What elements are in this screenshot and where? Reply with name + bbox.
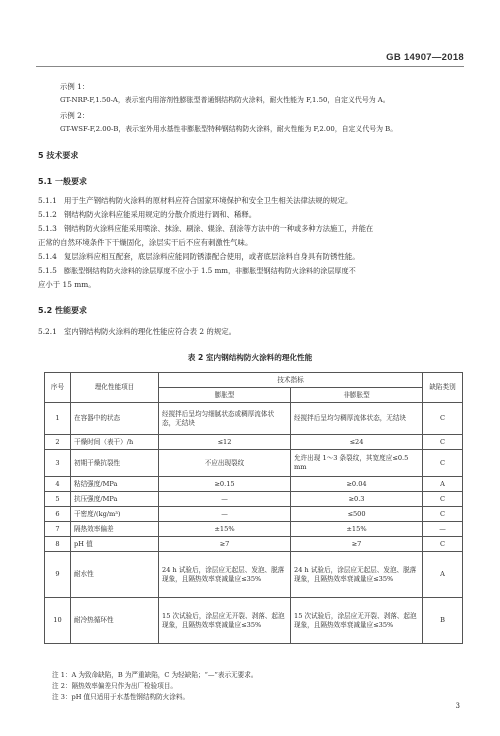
section-5-heading: 5 技术要求	[38, 151, 79, 160]
row-expand: —	[159, 507, 291, 522]
row-expand: 24 h 试验后，涂层应无起层、发泡、脱落现象，且隔热效率衰减量应≤35%	[159, 552, 291, 598]
clause-5-1-3-number: 5.1.3	[38, 224, 57, 233]
row-nonexpand: 经搅拌后呈均匀稠厚流体状态，无结块	[291, 403, 423, 435]
row-defect: C	[423, 435, 463, 450]
header-item: 理化性能项目	[71, 373, 159, 403]
row-expand: ±15%	[159, 522, 291, 537]
table-note-3: 注 3：pH 值只适用于水基性钢结构防火涂料。	[52, 693, 190, 701]
table-row	[45, 507, 463, 522]
row-no: 2	[45, 435, 71, 450]
example-2-label: 示例 2：	[60, 111, 90, 120]
clause-5-1-5-text: 膨胀型钢结构防火涂料的涂层厚度不应小于 1.5 mm，非膨胀型钢结构防火涂料的涂层厚度不	[64, 266, 356, 275]
row-expand: ≥7	[159, 537, 291, 552]
section-5-1-heading: 5.1 一般要求	[38, 177, 87, 186]
row-no: 10	[45, 598, 71, 644]
row-item: 初期干燥抗裂性	[71, 450, 159, 477]
row-defect: C	[423, 537, 463, 552]
table-row	[45, 492, 463, 507]
clause-5-1-1-number: 5.1.1	[38, 196, 57, 205]
table-notes	[52, 670, 257, 703]
row-expand: —	[159, 492, 291, 507]
clause-5-1-4-text: 复层涂料应相互配套，底层涂料应能同防锈漆配合使用，或者底层涂料自身具有防锈性能。	[64, 252, 360, 261]
row-nonexpand: ≥0.3	[291, 492, 423, 507]
row-item: 干密度/(kg/m³)	[71, 507, 159, 522]
row-no: 5	[45, 492, 71, 507]
row-no: 1	[45, 403, 71, 435]
standard-number: GB 14907—2018	[386, 52, 464, 63]
example-2-text: GT-WSF-F,2.00-B，表示室外用水基性非膨胀型特种钢结构防火涂料，耐火性能为 F,2.00，自定义代号为 B。	[60, 125, 398, 133]
row-no: 8	[45, 537, 71, 552]
row-nonexpand: 允许出现 1～3 条裂纹，其宽度应≤0.5 mm	[291, 450, 423, 477]
row-defect: B	[423, 598, 463, 644]
row-defect: C	[423, 450, 463, 477]
row-item: 隔热效率偏差	[71, 522, 159, 537]
table-row	[45, 552, 463, 598]
row-nonexpand: ±15%	[291, 522, 423, 537]
table-row	[45, 598, 463, 644]
table-note-2: 注 2：隔热效率偏差只作为出厂检验项目。	[52, 682, 177, 690]
row-no: 9	[45, 552, 71, 598]
row-expand: 15 次试验后，涂层应无开裂、剥落、起泡现象，且隔热效率衰减量应≤35%	[159, 598, 291, 644]
row-item: 在容器中的状态	[71, 403, 159, 435]
clause-5-1-2-text: 钢结构防火涂料应能采用规定的分散介质进行调和、稀释。	[64, 210, 257, 219]
clause-5-2-1-number: 5.2.1	[38, 327, 57, 336]
row-defect: C	[423, 403, 463, 435]
row-no: 6	[45, 507, 71, 522]
properties-table	[44, 372, 463, 644]
table-note-1: 注 1：A 为致命缺陷，B 为严重缺陷，C 为轻缺陷；“—”表示无要求。	[52, 671, 258, 679]
row-defect: A	[423, 477, 463, 492]
clause-5-1-3-continuation: 正常的自然环境条件下干燥固化，涂层实干后不应有刺激性气味。	[38, 238, 253, 247]
clause-5-1-2-number: 5.1.2	[38, 210, 57, 219]
table-row	[45, 537, 463, 552]
row-expand: ≥0.15	[159, 477, 291, 492]
row-nonexpand: 15 次试验后，涂层应无开裂、剥落、起泡现象，且隔热效率衰减量应≤35%	[291, 598, 423, 644]
row-expand: ≤12	[159, 435, 291, 450]
clause-5-1-5-number: 5.1.5	[38, 266, 57, 275]
row-no: 3	[45, 450, 71, 477]
table-row	[45, 435, 463, 450]
header-tech: 技术指标	[159, 373, 423, 388]
row-defect: —	[423, 522, 463, 537]
table-2-title: 表 2 室内钢结构防火涂料的理化性能	[187, 353, 313, 362]
clause-5-1-4-number: 5.1.4	[38, 252, 57, 261]
row-defect: C	[423, 507, 463, 522]
row-no: 7	[45, 522, 71, 537]
table-row	[45, 477, 463, 492]
table-row	[45, 403, 463, 435]
row-defect: A	[423, 552, 463, 598]
row-item: 抗压强度/MPa	[71, 492, 159, 507]
clause-5-1-5-continuation: 应小于 15 mm。	[38, 280, 96, 289]
row-defect: C	[423, 492, 463, 507]
header-nonexpand: 非膨胀型	[291, 388, 423, 403]
row-nonexpand: ≥0.04	[291, 477, 423, 492]
row-item: 耐冷热循环性	[71, 598, 159, 644]
row-item: pH 值	[71, 537, 159, 552]
row-expand: 经搅拌后呈均匀细腻状态或稠厚流体状态，无结块	[159, 403, 291, 435]
section-5-2-heading: 5.2 性能要求	[38, 306, 87, 315]
example-1-label: 示例 1：	[60, 82, 90, 91]
row-item: 粘结强度/MPa	[71, 477, 159, 492]
row-expand: 不应出现裂纹	[159, 450, 291, 477]
header-defect: 缺陷类别	[423, 373, 463, 403]
table-row	[45, 450, 463, 477]
example-1-text: GT-NRP-F,1.50-A，表示室内用溶剂性膨胀型普通钢结构防火涂料，耐火性能为 F,1.50，自定义代号为 A。	[60, 96, 390, 104]
header-seq: 序号	[45, 373, 71, 403]
row-nonexpand: ≥7	[291, 537, 423, 552]
clause-5-1-1-text: 用于生产钢结构防火涂料的原材料应符合国家环境保护和安全卫生相关法律法规的规定。	[64, 196, 353, 205]
header-rule	[36, 66, 464, 67]
row-nonexpand: 24 h 试验后，涂层应无起层、发泡、脱落现象，且隔热效率衰减量应≤35%	[291, 552, 423, 598]
clause-5-2-1-text: 室内钢结构防火涂料的理化性能应符合表 2 的规定。	[64, 327, 236, 336]
row-nonexpand: ≤500	[291, 507, 423, 522]
table-row	[45, 522, 463, 537]
header-expand: 膨胀型	[159, 388, 291, 403]
page-number: 3	[455, 702, 460, 710]
row-no: 4	[45, 477, 71, 492]
row-item: 干燥时间（表干）/h	[71, 435, 159, 450]
row-item: 耐水性	[71, 552, 159, 598]
clause-5-1-3-text: 钢结构防火涂料应能采用喷涂、抹涂、刷涂、辊涂、刮涂等方法中的一种或多种方法施工，并能在	[64, 224, 374, 233]
row-nonexpand: ≤24	[291, 435, 423, 450]
